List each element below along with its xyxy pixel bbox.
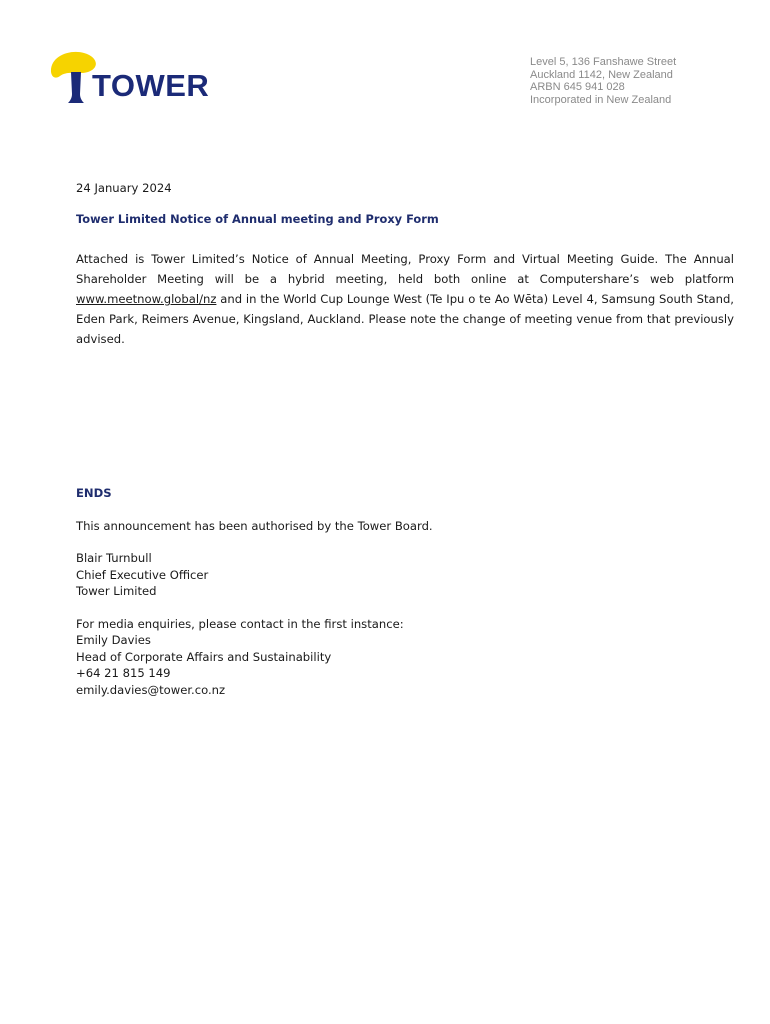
- address-line: Level 5, 136 Fanshawe Street: [530, 56, 677, 68]
- media-contact-name: Emily Davies: [76, 633, 151, 647]
- signatory-company: Tower Limited: [76, 584, 157, 598]
- signatory-name: Blair Turnbull: [76, 551, 152, 565]
- letter-title: Tower Limited Notice of Annual meeting and Proxy Form: [76, 211, 439, 226]
- logo-wordmark: TOWER: [92, 68, 210, 103]
- letter-content: [76, 180, 734, 698]
- media-intro: For media enquiries, please contact in the first instance:: [76, 616, 404, 631]
- letter-date: 24 January 2024: [76, 181, 172, 195]
- media-contact-phone: +64 21 815 149: [76, 666, 171, 680]
- authorisation-statement: This announcement has been authorised by the Tower Board.: [76, 518, 433, 533]
- body-text: Attached is Tower Limited’s Notice of Annual Meeting, Proxy Form and Virtual Meeting Guide. The Annual Shareholder Meeting will be a hybrid meeting, held both online at Computershare’s web platform: [76, 252, 734, 286]
- company-address: [530, 56, 676, 106]
- signatory-block: [76, 550, 734, 600]
- tower-logo-graphic: [48, 50, 223, 108]
- media-contact-block: [76, 616, 734, 699]
- address-line: Auckland 1142, New Zealand: [530, 68, 673, 81]
- logo-tower-icon: [68, 72, 84, 103]
- body-text: and in the World Cup Lounge West (Te Ipu o te Ao Wēta) Level 4, Samsung South Stand, Eden Park, Reimers Avenue, Kingsland, Auckland. Please note the change of meeting venue from that previously advised.: [76, 292, 734, 346]
- address-line: ARBN 645 941 028: [530, 81, 625, 93]
- signatory-role: Chief Executive Officer: [76, 567, 209, 582]
- body-paragraph: [76, 249, 734, 349]
- tower-logo: [48, 50, 223, 108]
- ends-label: ENDS: [76, 486, 112, 500]
- media-contact-email[interactable]: emily.davies@tower.co.nz: [76, 682, 226, 697]
- address-line: Incorporated in New Zealand: [530, 93, 672, 106]
- media-contact-role: Head of Corporate Affairs and Sustainability: [76, 649, 332, 664]
- meetnow-link[interactable]: www.meetnow.global/nz: [76, 292, 217, 306]
